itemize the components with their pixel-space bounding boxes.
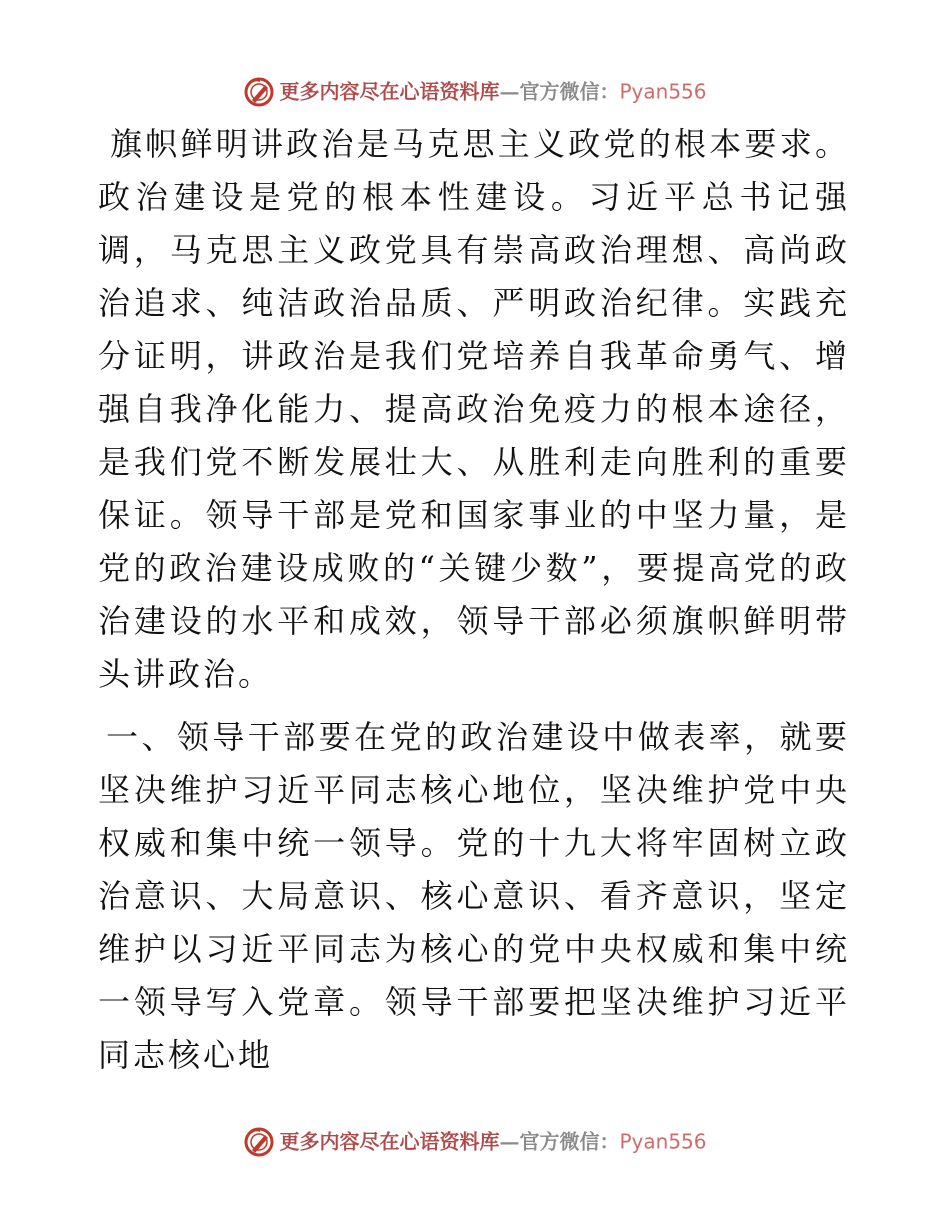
watermark-separator: —官方微信： <box>499 79 620 104</box>
document-body <box>98 118 850 1082</box>
paragraph-intro: 旗帜鲜明讲政治是马克思主义政党的根本要求。政治建设是党的根本性建设。习近平总书记强调，马克思主义政党具有崇高政治理想、高尚政治追求、纯洁政治品质、严明政治纪律。实践充分证明，讲政治是我们党培养自我革命勇气、增强自我净化能力、提高政治免疫力的根本途径，是我们党不断发展壮大、从胜利走向胜利的重要保证。领导干部是党和国家事业的中坚力量，是党的政治建设成败的“关键少数”，要提高党的政治建设的水平和成效，领导干部必须旗帜鲜明带头讲政治。 <box>98 125 850 693</box>
footer-watermark <box>0 1124 950 1158</box>
watermark-handle: Pyan556 <box>619 79 707 104</box>
watermark-text: 更多内容尽在心语资料库 <box>279 79 500 104</box>
watermark-separator: —官方微信： <box>499 1129 620 1154</box>
seal-logo-icon <box>243 76 275 108</box>
watermark-text: 更多内容尽在心语资料库 <box>279 1129 500 1154</box>
paragraph-section-one: 一、领导干部要在党的政治建设中做表率，就要坚决维护习近平同志核心地位，坚决维护党中央权威和集中统一领导。党的十九大将牢固树立政治意识、大局意识、核心意识、看齐意识，坚定维护以习近平同志为核心的党中央权威和集中统一领导写入党章。领导干部要把坚决维护习近平同志核心地 <box>98 718 850 1074</box>
seal-logo-icon <box>243 1126 275 1158</box>
watermark-handle: Pyan556 <box>619 1129 707 1154</box>
header-watermark <box>0 74 950 108</box>
